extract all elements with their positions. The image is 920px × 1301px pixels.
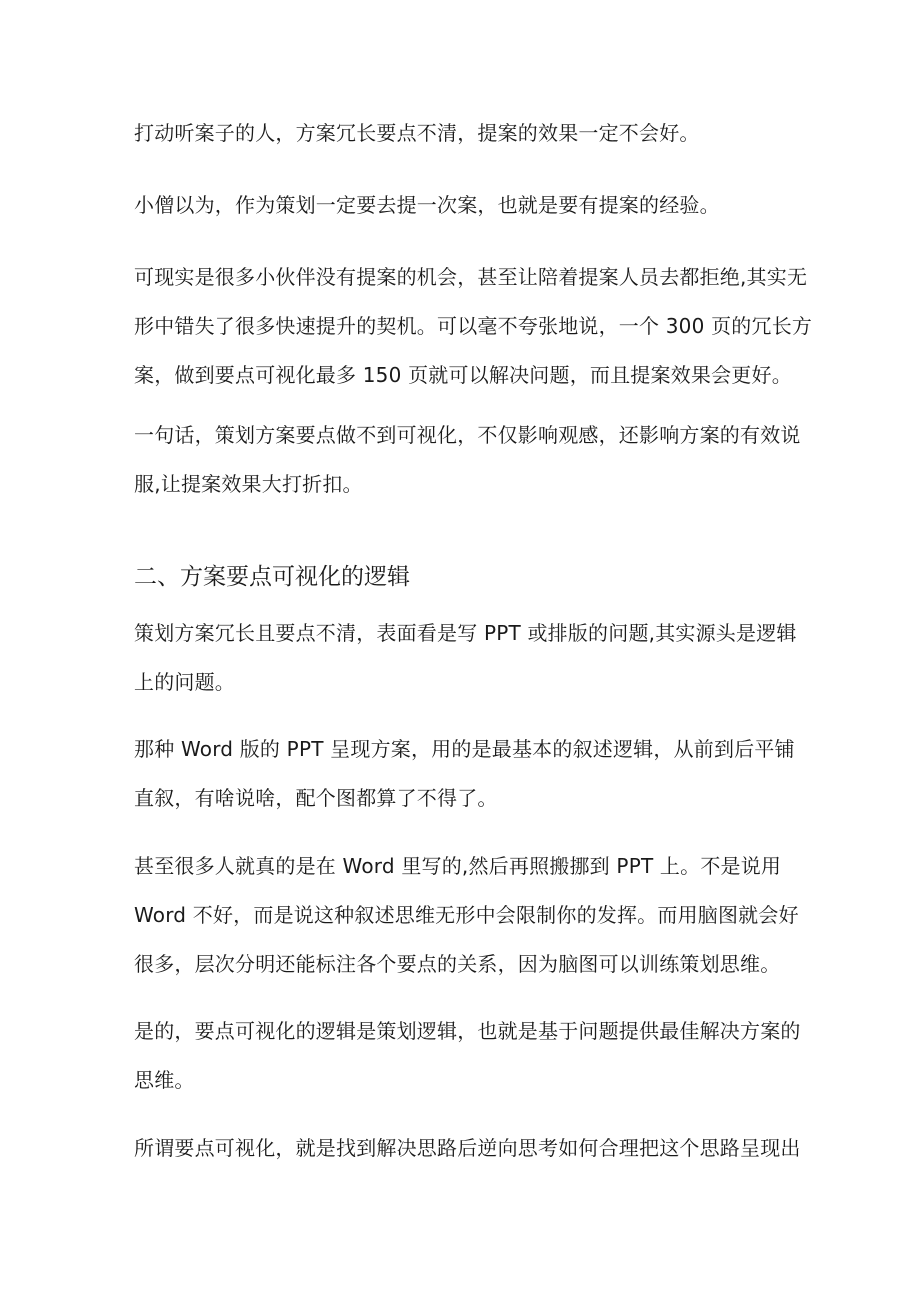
text-line: 上的问题。: [134, 670, 235, 694]
paragraph: [134, 1124, 801, 1173]
text-line: 打动听案子的人，方案冗长要点不清，提案的效果一定不会好。: [134, 121, 700, 145]
text-line: 服,让提案效果大打折扣。: [134, 472, 363, 496]
text-line: Word 不好，而是说这种叙述思维无形中会限制你的发挥。而用脑图就会好: [134, 903, 799, 927]
section-heading: 二、方案要点可视化的逻辑: [134, 564, 410, 590]
paragraph: [134, 609, 797, 707]
text-line: 小僧以为，作为策划一定要去提一次案，也就是要有提案的经验。: [134, 193, 720, 217]
paragraph: [134, 842, 799, 989]
text-line: 所谓要点可视化，就是找到解决思路后逆向思考如何合理把这个思路呈现出: [134, 1136, 801, 1160]
paragraph: [134, 181, 794, 230]
paragraph: [134, 1007, 801, 1105]
text-line: 那种 Word 版的 PPT 呈现方案，用的是最基本的叙述逻辑，从前到后平铺: [134, 737, 795, 761]
text-line: 直叙，有啥说啥，配个图都算了不得了。: [134, 786, 498, 810]
text-line: 案，做到要点可视化最多 150 页就可以解决问题，而且提案效果会更好。: [134, 363, 792, 387]
text-line: 思维。: [134, 1068, 195, 1092]
text-line: 甚至很多人就真的是在 Word 里写的,然后再照搬挪到 PPT 上。不是说用: [134, 854, 782, 878]
paragraph: [134, 411, 801, 509]
paragraph: [134, 725, 794, 823]
text-line: 很多，层次分明还能标注各个要点的关系，因为脑图可以训练策划思维。: [134, 952, 781, 976]
paragraph: [134, 109, 794, 158]
text-line: 策划方案冗长且要点不清，表面看是写 PPT 或排版的问题,其实源头是逻辑: [134, 621, 797, 645]
paragraph: [134, 253, 813, 400]
text-line: 一句话，策划方案要点做不到可视化，不仅影响观感，还影响方案的有效说: [134, 423, 801, 447]
text-line: 形中错失了很多快速提升的契机。可以毫不夸张地说，一个 300 页的冗长方: [134, 314, 813, 338]
text-line: 可现实是很多小伙伴没有提案的机会，甚至让陪着提案人员去都拒绝,其实无: [134, 265, 808, 289]
text-line: 是的，要点可视化的逻辑是策划逻辑，也就是基于问题提供最佳解决方案的: [134, 1019, 801, 1043]
